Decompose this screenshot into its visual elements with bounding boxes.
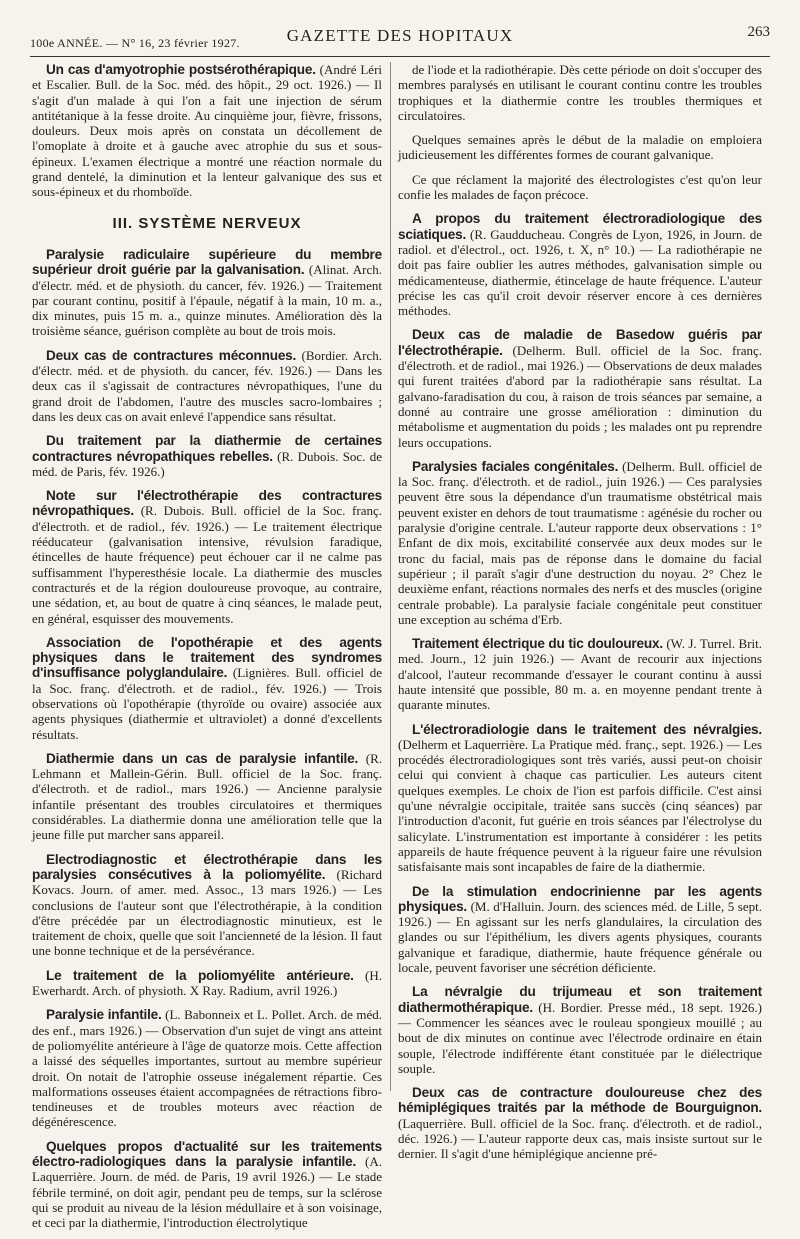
- article-entry: [32, 635, 382, 742]
- article-entry: [398, 1085, 762, 1161]
- column-divider: [390, 62, 391, 1091]
- article-body: (R. Lehmann et Mallein-Gérin. Bull. officiel de la Soc. franç. d'électroth. et de radiol., mars 1926.) — Ancienne paralysie infantile présentant des troubles circulatoires et thermiques considérables. La diathermie donna une amélioration telle que la jeune fille put marcher sans appareil.: [32, 750, 382, 843]
- article-title: Traitement électrique du tic douloureux.: [412, 636, 663, 652]
- article-title: Note sur l'électrothérapie des contractures névropathiques.: [32, 488, 382, 519]
- article-body: (Alinat. Arch. d'électr. méd. et de physioth. du cancer, fév. 1926.) — Traitement par courant continu, positif à l'épaule, négatif à la main, 10 m. a., dix minutes, puis 15 m. a., quinze minutes. Amélioration dès la troisième séance, guérison complète au bout de trois mois.: [32, 262, 383, 339]
- article-body: (W. J. Turrel. Brit. med. Journ., 12 juin 1926.) — Avant de recourir aux injections d'alcool, l'auteur recommande d'essayer le courant continu à aussi haute intensité que possible, 80 m. a. en moyenne pendant trente à quarante minutes.: [398, 636, 762, 713]
- article-entry: [32, 488, 382, 626]
- article-title: La névralgie du trijumeau et son traitement diathermothérapique.: [398, 984, 762, 1015]
- right-column: [398, 62, 762, 1171]
- article-title: Diathermie dans un cas de paralysie infantile.: [46, 750, 359, 766]
- article-entry: [32, 247, 382, 339]
- article-entry: [32, 348, 382, 424]
- article-body: (A. Laquerrière. Journ. de méd. de Paris, 19 avril 1926.) — Le stade fébrile terminé, on doit agir, pendant peu de temps, sur la sclérose qui se produit au niveau de la lésion médullaire et à son voisinage, et ceci par la diathermie, l'introduction électrolytique: [32, 1154, 382, 1231]
- article-title: Paralysie infantile.: [46, 1007, 162, 1023]
- article-title: Deux cas de maladie de Basedow guéris par l'électrothérapie.: [398, 327, 762, 358]
- article-entry: [32, 852, 382, 959]
- article-title: L'électroradiologie dans le traitement des névralgies.: [412, 721, 762, 737]
- article-entry: [398, 722, 762, 875]
- article-body: (Laquerrière. Bull. officiel de la Soc. franç. d'électroth. et de radiol., déc. 1926.) — L'auteur rapporte deux cas, mais insiste surtout sur le dernier. Il s'agit d'une hémiplégique ancienne pré-: [398, 1115, 762, 1162]
- article-title: A propos du traitement électroradiologique des sciatiques.: [398, 211, 762, 242]
- page-header: [30, 24, 770, 54]
- article-title: Association de l'opothérapie et des agents physiques dans le traitement des syndromes d'insuffisance polyglandulaire.: [32, 634, 382, 681]
- header-rule: [30, 56, 770, 57]
- article-entry: [32, 433, 382, 479]
- article-title: Electrodiagnostic et électrothérapie dans les paralysies consécutives à la poliomyélite.: [32, 851, 382, 882]
- article-entry: [398, 636, 762, 712]
- article-body: (R. Dubois. Soc. de méd. de Paris, fév. 1926.): [32, 448, 382, 479]
- article-title: Paralysie radiculaire supérieure du membre supérieur droit guérie par la galvanisation.: [32, 246, 382, 278]
- article-body: (Delherm. Bull. officiel de la Soc. franç. d'électroth. et de radiol., juin 1926.) — Ces paralysies peuvent être sous la dépendance d'un traumatisme obstétrical mais peuvent exister en dehors de tout traumatisme : agénésie du rocher ou paralysie d'origine centrale. L'auteur rapporte deux observations : 1° Enfant de dix mois, excitabilité conservée aux deux modes sur le tronc du facial, mais pas de réponse dans le domaine du facial supérieur ; il paraît s'agir d'une destruction du noyau. 2° Chez le deuxième enfant, réactions normales des nerfs et des muscles (origine centrale probable). La paralysie faciale congénitale peut constituer une exception au schéma d'Erb.: [398, 458, 762, 627]
- article-continuation: Quelques semaines après le début de la maladie on emploiera judicieusement les différentes formes de courant galvanique.: [398, 132, 762, 163]
- section-heading: III. SYSTÈME NERVEUX: [112, 214, 302, 232]
- article-entry: [32, 1139, 382, 1231]
- article-title: Le traitement de la poliomyélite antérieure.: [46, 967, 354, 983]
- article-body: (R. Dubois. Bull. officiel de la Soc. franç. d'électroth. et de radiol., fév. 1926.) — Le traitement électrique rééducateur (galvanisation intensive, révulsion faradique, étincelles de haute fréquence) peut échouer car il ne calme pas suffisamment l'hyperesthésie locale. La diathermie des muscles contracturés et de la région douloureuse provoque, au contraire, une sédation, et, au bout de quatre à cinq séances, le malade peut, en général, esquisser des mouvements.: [32, 503, 382, 626]
- article-body: (H. Bordier. Presse méd., 18 sept. 1926.) — Commencer les séances avec le rouleau spongieux mouillé ; au bout de dix minutes on continue avec l'électrode ordinaire en étain souple, l'électrode indifférente étant constituée par le diélectrique souple.: [398, 999, 762, 1076]
- article-title: Deux cas de contractures méconnues.: [46, 347, 297, 363]
- article-entry: [398, 327, 762, 449]
- article-entry: [398, 211, 762, 318]
- article-title: Du traitement par la diathermie de certaines contractures névropathiques rebelles.: [32, 433, 382, 464]
- left-column: [32, 62, 382, 1239]
- article-body: (H. Ewerhardt. Arch. of physioth. X Ray. Radium, avril 1926.): [32, 967, 382, 999]
- article-entry: [32, 1007, 382, 1129]
- article-body: (André Léri et Escalier. Bull. de la Soc. méd. des hôpit., 29 oct. 1926.) — Il s'agit d'un malade à qui l'on a fait une injection de sérum antitétanique à la fesse droite. Au cinquième jour, fièvre, frissons, douleurs. Deux mois après on constata un décollement de l'omoplate à droite et à gauche avec atrophie du sus et sous-épineux. L'examen électrique a montré une réaction normale du grand dentelé, la diminution et la lenteur galvanique des sus et sous-épineux et du rhomboïde.: [32, 62, 383, 200]
- article-title: Quelques propos d'actualité sur les traitements électro-radiologiques dans la paralysie infantile.: [32, 1138, 382, 1169]
- article-body: (Bordier. Arch. d'électr. méd. et de physioth. du cancer, fév. 1926.) — Dans les deux cas il s'agissait de contractures névropathiques, l'une du grand droit de l'abdomen, l'autre des muscles sacro-lombaires ; dans les deux cas on avait enlevé l'appendice sans résultat.: [32, 347, 382, 424]
- journal-title: GAZETTE DES HOPITAUX: [286, 26, 514, 45]
- article-body: (Delherm et Laquerrière. La Pratique méd. franç., sept. 1926.) — Les procédés électroradiologiques sont très variés, aussi peut-on choisir celui qui convient à chaque cas particulier. Les auteurs citent quelques exemples. Le choix de l'ion est parfois difficile. C'est ainsi qu'une névralgie occipitale, traitée sans succès (cinq séances) par l'introduction d'aconit, fut guérie en trois séances par l'électrolyse du salicylate. L'instrumentation est importante à considérer : les petits appareils de haute fréquence peuvent à la rigueur faire une révulsion satisfaisante mais sont incapables de faire de la diathermie.: [398, 736, 762, 875]
- article-entry: [398, 884, 762, 976]
- article-entry: [32, 968, 382, 999]
- issue-info: 100e ANNÉE. — N° 16, 23 février 1927.: [30, 36, 240, 50]
- article-body: (Richard Kovacs. Journ. of amer. med. Assoc., 13 mars 1926.) — Les conclusions de l'auteur sont que l'électrothérapie, à la condition d'être précédée par un électrodiagnostic minutieux, est le traitement de choix, quelle que soit l'ancienneté de la lésion. Il faut une bonne technique et de la persévérance.: [32, 866, 382, 959]
- article-body: (Delherm. Bull. officiel de la Soc. franç. d'électroth. et de radiol., mai 1926.) — Observations de deux malades qui furent traitées d'abord par la radiothérapie sans résultat. La galvano-faradisation du cou, à raison de trois séances par semaine, a donné au contraire une grosse amélioration : diminution du métabolisme et augmentation du poids ; les malades ont pu reprendre leurs occupations.: [398, 342, 762, 450]
- article-continuation: de l'iode et la radiothérapie. Dès cette période on doit s'occuper des membres paralysés en utilisant le courant continu contre les troubles trophiques et la diathermie contre les troubles thermiques et circulatoires.: [398, 62, 762, 123]
- article-title: De la stimulation endocrinienne par les agents physiques.: [398, 883, 762, 914]
- article-title: Paralysies faciales congénitales.: [412, 458, 619, 474]
- article-continuation: Ce que réclament la majorité des électrologistes c'est qu'on leur confie les malades de façon précoce.: [398, 171, 762, 203]
- article-entry: [398, 459, 762, 627]
- article-body: (M. d'Halluin. Journ. des sciences méd. de Lille, 5 sept. 1926.) — En agissant sur les nerfs glandulaires, la circulation des glandes ou sur l'épithélium, les divers agents physiques, courants galvanique et faradique, diathermie, haute fréquence générale ou locale, peuvent favoriser une sécrétion déficiente.: [398, 898, 762, 976]
- article-body: (L. Babonneix et L. Pollet. Arch. de méd. des enf., mars 1926.) — Observation d'un sujet de vingt ans atteint de poliomyélite antérieure à l'âge de quatorze mois. Cette affection a laissé des séquelles importantes, surtout au membre supérieur droit. On notait de l'atrophie osseuse inégalement répartie. Ces malformations osseuses étaient accompagnées de rétractions fibro-tendineuses et de troubles moteurs avec réaction de dégénérescence.: [32, 1007, 382, 1130]
- article-body: (Lignières. Bull. officiel de la Soc. franç. d'électroth. et de radiol., fév. 1926.) — Trois observations où l'opothérapie (thyroïde ou ovaire) associée aux agents physiques (diathermie et ultraviolet) a donné d'excellents résultats.: [32, 665, 382, 742]
- article-entry: [32, 62, 382, 200]
- article-entry: [32, 751, 382, 843]
- article-entry: [398, 984, 762, 1076]
- article-body: (R. Gaudducheau. Congrès de Lyon, 1926, in Journ. de radiol. et d'électrol., oct. 1926, t. X, n° 10.) — La radiothérapie ne doit pas faire oublier les autres méthodes, galvanisation simple ou médicamenteuse, diathermie, étincelage de haute fréquence. L'auteur précise les cas qu'il croit devoir réserver encore à ces dernières méthodes.: [398, 226, 762, 319]
- page-number: 263: [747, 24, 770, 40]
- article-title: Deux cas de contracture douloureuse chez des hémiplégiques traités par la méthode de Bourguignon.: [398, 1085, 762, 1116]
- article-title: Un cas d'amyotrophie postsérothérapique.: [46, 62, 316, 77]
